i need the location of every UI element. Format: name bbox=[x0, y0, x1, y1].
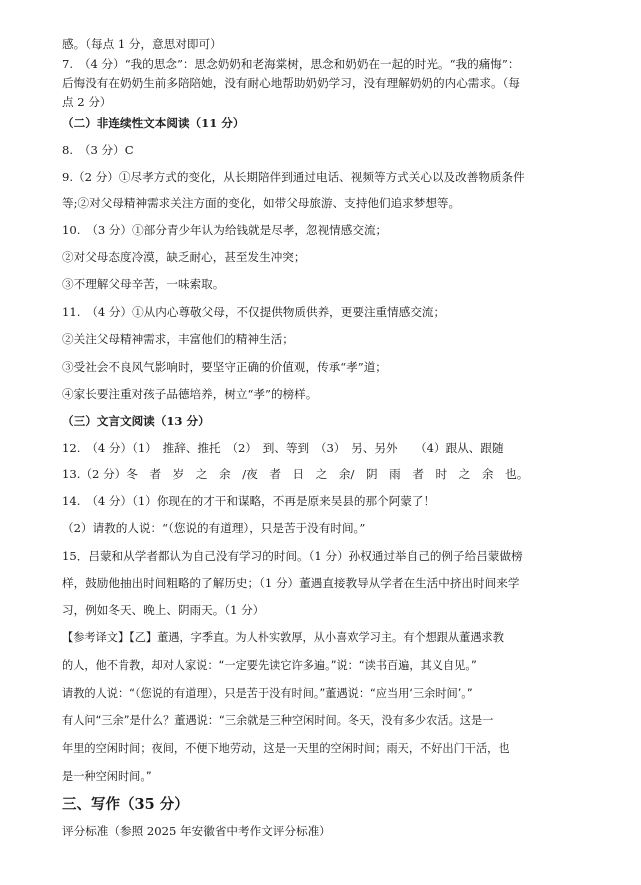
reference-translation-line: 是一种空闲时间。” bbox=[62, 770, 152, 783]
answer-line: 后悔没有在奶奶生前多陪陪她，没有耐心地帮助奶奶学习，没有理解奶奶的内心需求。（每 bbox=[62, 76, 520, 90]
answer-line: 10. （3 分）①部分青少年认为给钱就是尽孝，忽视情感交流； bbox=[62, 223, 388, 237]
answer-line: 9.（2 分）①尽孝方式的变化，从长期陪伴到通过电话、视频等方式关心以及改善物质条件 bbox=[62, 170, 525, 184]
answer-line: 等;②对父母精神需求关注方面的变化，如带父母旅游、支持他们追求梦想等。 bbox=[62, 196, 461, 210]
section-heading-classical: （三）文言文阅读（13 分） bbox=[62, 414, 210, 428]
answer-line: 11. （4 分）①从内心尊敬父母，不仅提供物质供养，更要注重情感交流； bbox=[62, 305, 446, 319]
answer-line: 7. （4 分）“我的思念”：思念奶奶和老海棠树，思念和奶奶在一起的时光。“我的痛悔”： bbox=[62, 57, 520, 71]
answer-line: 13.（2 分）冬 者 岁 之 余 /夜 者 日 之 余/ 阴 雨 者 时 之 余 也。 bbox=[62, 467, 529, 481]
answer-line: 15．吕蒙和从学者都认为自己没有学习的时间。（1 分）孙权通过举自己的例子给吕蒙做榜 bbox=[62, 549, 523, 563]
scoring-standard-line: 评分标准（参照 2025 年安徽省中考作文评分标准） bbox=[62, 824, 331, 838]
answer-line: 样，鼓励他抽出时间粗略的了解历史；（1 分）董遇直接教导从学者在生活中挤出时间来学 bbox=[62, 576, 520, 590]
answer-line: ③受社会不良风气影响时，要坚守正确的价值观，传承“孝”道； bbox=[62, 360, 387, 374]
answer-line: （2）请教的人说：“（您说的有道理），只是苦于没有时间。” bbox=[62, 521, 366, 535]
reference-translation-line: 【参考译文】【乙】董遇，字季直。为人朴实敦厚，从小喜欢学习主。有个想跟从董遇求教 bbox=[62, 631, 504, 644]
reference-translation-line: 年里的空闲时间；夜间，不便下地劳动，这是一天里的空闲时间；雨天，不好出门干活，也 bbox=[62, 742, 510, 755]
answer-line: ③不理解父母辛苦，一味索取。 bbox=[62, 277, 225, 291]
answer-line: ④家长要注重对孩子品德培养，树立“孝”的榜样。 bbox=[62, 387, 318, 401]
answer-line: 感。（每点 1 分，意思对即可） bbox=[62, 37, 222, 51]
answer-line: ②对父母态度冷漠，缺乏耐心，甚至发生冲突； bbox=[62, 250, 306, 264]
section-heading-writing: 三、写作（35 分） bbox=[62, 796, 189, 813]
answer-line: 14. （4 分）（1）你现在的才干和谋略，不再是原来吴县的那个阿蒙了！ bbox=[62, 494, 436, 508]
answer-line: ②关注父母精神需求，丰富他们的精神生活； bbox=[62, 332, 294, 346]
reference-translation-line: 的人，他不肯教，却对人家说：“一定要先读它许多遍。”说：“读书百遍，其义自见。” bbox=[62, 659, 477, 672]
answer-line: 8. （3 分）C bbox=[62, 143, 134, 157]
answer-line: 12. （4 分）（1） 推辞、推托 （2） 到、等到 （3） 另、另外 （4）跟从、跟随 bbox=[62, 441, 504, 455]
reference-translation-line: 请教的人说：“（您说的有道理），只是苦于没有时间。”董遇说：“应当用‘三余时间’。” bbox=[62, 687, 473, 700]
answer-line: 习，例如冬天、晚上、阴雨天。（1 分） bbox=[62, 603, 265, 617]
section-heading-nonlinear: （二）非连续性文本阅读（11 分） bbox=[62, 116, 245, 130]
reference-translation-line: 有人问“三余”是什么？董遇说：“三余就是三种空闲时间。冬天，没有多少农活。这是一 bbox=[62, 714, 494, 727]
answer-line: 点 2 分） bbox=[62, 95, 112, 109]
